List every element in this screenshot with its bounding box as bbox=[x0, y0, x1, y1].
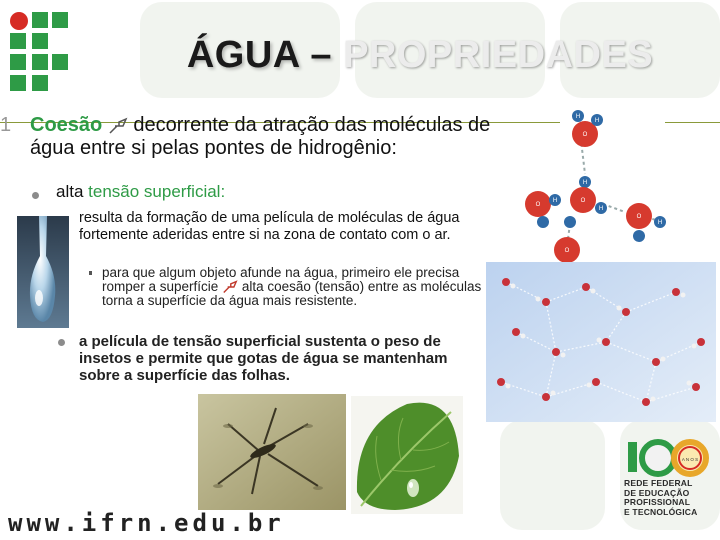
atom-label: H bbox=[575, 114, 581, 120]
hydrogen-atom bbox=[564, 216, 576, 228]
water-molecules-diagram bbox=[515, 104, 685, 266]
water-network-image bbox=[486, 262, 716, 422]
background-panel bbox=[500, 420, 605, 530]
logo-square bbox=[32, 33, 48, 49]
arrow-icon bbox=[222, 280, 238, 294]
atom-label: O bbox=[582, 132, 588, 138]
hydrogen-atom bbox=[537, 216, 549, 228]
logo-square bbox=[32, 54, 48, 70]
atom-label: H bbox=[657, 220, 663, 226]
insects-paragraph: a película de tensão superficial sustenta o peso de insetos e permite que gotas de água se mantenham sobre a superfície das folhas. bbox=[79, 333, 448, 384]
cohesion-text-rest: moléculas de água entre si pelas pontes de hidrogênio: bbox=[30, 114, 491, 159]
logo-red-circle bbox=[10, 12, 28, 30]
atom-label: O bbox=[564, 248, 570, 254]
logo-square bbox=[10, 54, 26, 70]
atom-label: O bbox=[636, 214, 642, 220]
title-faded: PROPRIEDADES bbox=[343, 34, 654, 76]
badge-line: PROFISSIONAL bbox=[624, 497, 691, 507]
film-paragraph: resulta da formação de uma película de moléculas de água fortemente aderidas entre si na zona de contato com o ar. bbox=[79, 210, 460, 243]
atom-label: O bbox=[535, 202, 541, 208]
atom-label: H bbox=[594, 118, 600, 124]
atom-label: H bbox=[598, 206, 604, 212]
bullet-dot bbox=[32, 192, 39, 199]
surface-tension-prefix: alta bbox=[56, 182, 84, 201]
footer-url: www.ifrn.edu.br bbox=[8, 509, 285, 537]
sink-paragraph bbox=[102, 266, 482, 308]
logo-square bbox=[52, 54, 68, 70]
cohesion-paragraph bbox=[30, 114, 500, 160]
logo-square bbox=[10, 75, 26, 91]
logo-square bbox=[32, 75, 48, 91]
logo-square bbox=[32, 12, 48, 28]
bullet-dot bbox=[58, 339, 65, 346]
atom-label: H bbox=[552, 198, 558, 204]
surface-tension-term: tensão superficial: bbox=[88, 182, 226, 201]
hydrogen-atom bbox=[633, 230, 645, 242]
atom-label: O bbox=[580, 198, 586, 204]
sink-text-before: para que algum objeto afunde na água, primeiro ele precisa romper a superfície bbox=[102, 265, 460, 294]
badge-line: DE EDUCAÇÃO bbox=[624, 487, 690, 498]
page-title bbox=[140, 34, 700, 77]
cohesion-label: Coesão bbox=[30, 114, 103, 136]
bullet-number-1: 1 bbox=[0, 114, 12, 136]
logo-square bbox=[52, 12, 68, 28]
arrow-icon bbox=[108, 117, 128, 135]
badge-line: E TECNOLÓGICA bbox=[624, 506, 698, 517]
badge-anos-text: A N O S bbox=[681, 457, 699, 462]
bullet-square bbox=[89, 271, 92, 275]
cohesion-text-line1: decorrente da atração das bbox=[133, 114, 367, 136]
water-drop-image bbox=[17, 216, 69, 328]
badge-text bbox=[624, 479, 714, 517]
surface-tension-heading bbox=[56, 182, 225, 202]
leaf-with-droplets-image bbox=[351, 396, 463, 514]
logo-square bbox=[10, 33, 26, 49]
sink-text-after: alta coesão (tensão) entre as moléculas torna a superfície da água mais resistente. bbox=[102, 279, 482, 309]
atom-label: H bbox=[582, 180, 588, 186]
title-main: ÁGUA – bbox=[186, 34, 333, 76]
water-strider-image bbox=[198, 394, 346, 510]
badge-line: REDE FEDERAL bbox=[624, 478, 693, 488]
